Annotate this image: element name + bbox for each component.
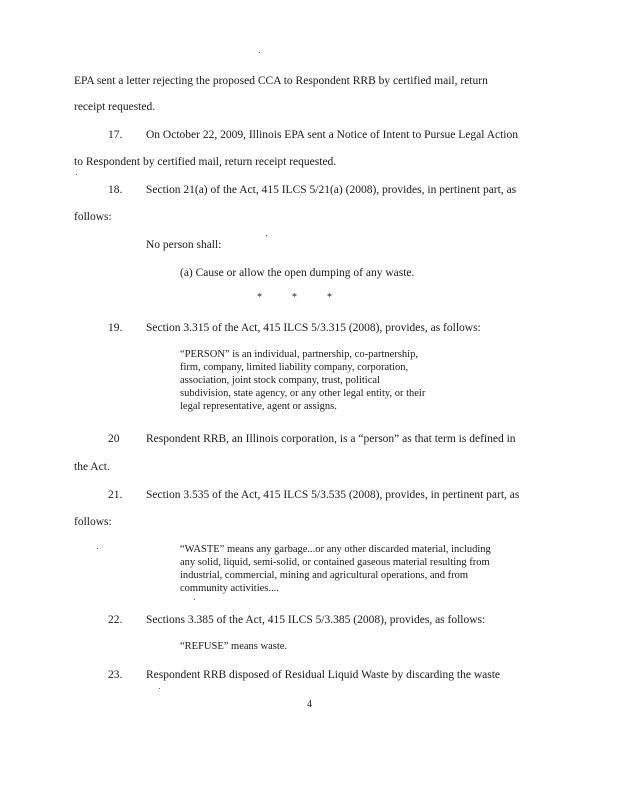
body-text-line: Respondent RRB, an Illinois corporation, is a “person” as that term is defined in xyxy=(146,433,516,445)
ellipsis-asterisk: * xyxy=(257,292,262,303)
body-text-line: EPA sent a letter rejecting the proposed CCA to Respondent RRB by certified mail, return xyxy=(74,75,488,87)
body-text-line: Sections 3.385 of the Act, 415 ILCS 5/3.385 (2008), provides, as follows: xyxy=(146,614,486,626)
paragraph-number: 20 xyxy=(108,433,120,445)
body-text-line: Section 3.315 of the Act, 415 ILCS 5/3.315 (2008), provides, as follows: xyxy=(146,322,481,334)
scan-speck xyxy=(266,235,267,236)
page-number: 4 xyxy=(307,699,312,710)
body-text-line: On October 22, 2009, Illinois EPA sent a Notice of Intent to Pursue Legal Action xyxy=(146,129,518,141)
scan-speck xyxy=(194,599,195,600)
body-text-line: receipt requested. xyxy=(74,101,156,113)
paragraph-number: 17. xyxy=(108,129,123,141)
body-text-line: Section 21(a) of the Act, 415 ILCS 5/21(a) (2008), provides, in pertinent part, as xyxy=(146,184,517,196)
quoted-definition-line: any solid, liquid, semi-solid, or contained gaseous material resulting from xyxy=(180,557,490,568)
ellipsis-asterisk: * xyxy=(327,292,332,303)
body-text-line: follows: xyxy=(74,516,112,528)
scan-speck xyxy=(76,174,77,175)
paragraph-number: 21. xyxy=(108,489,123,501)
quoted-definition-line: legal representative, agent or assigns. xyxy=(180,401,337,412)
body-text-line: follows: xyxy=(74,211,112,223)
body-text-line: Respondent RRB disposed of Residual Liquid Waste by discarding the waste xyxy=(146,669,501,681)
quoted-definition-line: industrial, commercial, mining and agricultural operations, and from xyxy=(180,570,469,581)
quoted-definition-line: “REFUSE” means waste. xyxy=(180,641,288,652)
quoted-definition-line: association, joint stock company, trust, political xyxy=(180,375,380,386)
body-text-line: the Act. xyxy=(74,461,110,473)
quoted-definition-line: firm, company, limited liability company, corporation, xyxy=(180,362,409,373)
quoted-definition-line: “WASTE” means any garbage...or any other discarded material, including xyxy=(180,544,491,555)
scan-speck xyxy=(159,688,160,689)
scan-speck xyxy=(97,548,98,549)
paragraph-number: 23. xyxy=(108,669,123,681)
body-text-line: Section 3.535 of the Act, 415 ILCS 5/3.535 (2008), provides, in pertinent part, as xyxy=(146,489,520,501)
statute-subsection: (a) Cause or allow the open dumping of any waste. xyxy=(180,267,415,279)
quoted-definition-line: subdivision, state agency, or any other legal entity, or their xyxy=(180,388,426,399)
quoted-definition-line: “PERSON” is an individual, partnership, co-partnership, xyxy=(180,349,418,360)
body-text-line: to Respondent by certified mail, return receipt requested. xyxy=(74,156,337,168)
statute-intro: No person shall: xyxy=(146,239,222,251)
paragraph-number: 22. xyxy=(108,614,123,626)
paragraph-number: 18. xyxy=(108,184,123,196)
quoted-definition-line: community activities.... xyxy=(180,583,279,594)
paragraph-number: 19. xyxy=(108,322,123,334)
scan-speck xyxy=(259,52,260,53)
ellipsis-asterisk: * xyxy=(292,292,297,303)
